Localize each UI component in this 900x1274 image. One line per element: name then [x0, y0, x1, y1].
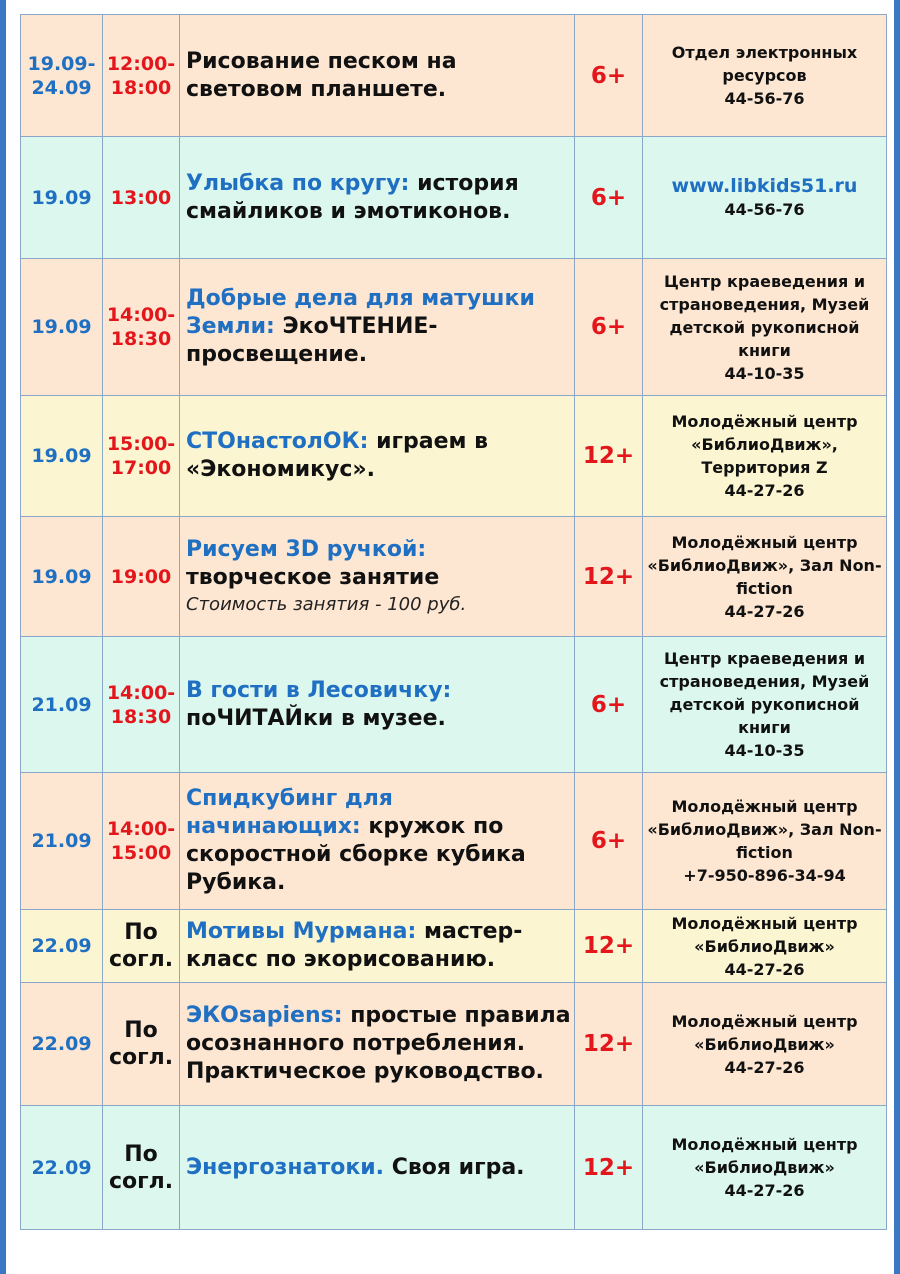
event-row	[21, 15, 887, 137]
event-venue	[643, 910, 887, 983]
event-venue	[643, 396, 887, 517]
event-time: 13:00	[103, 137, 180, 259]
age-rating: 12+	[575, 1106, 643, 1230]
venue-phone: +7-950-896-34-94	[683, 866, 846, 885]
event-title	[180, 137, 575, 259]
event-title	[180, 259, 575, 396]
event-date: 22.09	[21, 910, 103, 983]
schedule-table	[20, 14, 887, 1230]
event-title-highlight: Мотивы Мурмана:	[186, 919, 417, 944]
venue-phone: 44-27-26	[724, 481, 805, 500]
event-date: 19.09	[21, 396, 103, 517]
event-time: По согл.	[103, 1106, 180, 1230]
event-venue	[643, 773, 887, 910]
age-rating: 12+	[575, 396, 643, 517]
event-title	[180, 517, 575, 637]
event-date: 21.09	[21, 773, 103, 910]
event-title-rest: творческое занятие	[186, 564, 440, 590]
event-title-rest: поЧИТАЙки в музее.	[186, 705, 446, 731]
event-time: 14:00-15:00	[103, 773, 180, 910]
venue-name: Центр краеведения и страноведения, Музей детской рукописной книги	[659, 649, 870, 737]
event-date: 19.09	[21, 137, 103, 259]
event-time: 15:00-17:00	[103, 396, 180, 517]
event-title	[180, 637, 575, 773]
event-title-highlight: Добрые дела для матушки Земли:	[186, 286, 535, 339]
event-title-rest: Своя игра.	[391, 1154, 525, 1180]
event-venue	[643, 1106, 887, 1230]
event-row	[21, 773, 887, 910]
event-date: 19.09	[21, 259, 103, 396]
event-time: 12:00-18:00	[103, 15, 180, 137]
event-title-highlight: Спидкубинг для начинающих:	[186, 786, 393, 839]
event-title-rest: играем в «Экономикус».	[186, 429, 489, 482]
age-rating: 6+	[575, 137, 643, 259]
event-title-rest: Рисование песком на световом планшете.	[186, 48, 457, 102]
event-venue	[643, 517, 887, 637]
event-title-rest: кружок по скоростной сборке кубика Рубика.	[186, 814, 526, 895]
age-rating: 12+	[575, 910, 643, 983]
venue-name: Молодёжный центр «БиблиоДвиж»	[671, 1135, 858, 1177]
event-title	[180, 910, 575, 983]
age-rating: 12+	[575, 517, 643, 637]
venue-name: Отдел электронных ресурсов	[671, 43, 858, 85]
event-title-rest: история смайликов и эмотиконов.	[186, 170, 519, 224]
event-time: 14:00-18:30	[103, 259, 180, 396]
event-title-highlight: ЭКОsapiens:	[186, 1003, 343, 1028]
event-row	[21, 137, 887, 259]
age-rating: 6+	[575, 637, 643, 773]
event-title-highlight: Энергознатоки.	[186, 1154, 385, 1180]
venue-name: Молодёжный центр «БиблиоДвиж»	[671, 913, 858, 956]
venue-phone: 44-10-35	[724, 741, 805, 760]
venue-name: Центр краеведения и страноведения, Музей детской рукописной книги	[659, 271, 870, 360]
venue-phone: 44-27-26	[724, 601, 805, 621]
event-title	[180, 1106, 575, 1230]
event-title	[180, 396, 575, 517]
event-time: По согл.	[103, 910, 180, 983]
event-venue	[643, 983, 887, 1106]
website-link[interactable]: www.libkids51.ru	[671, 174, 858, 197]
event-title-rest: ЭкоЧТЕНИЕ-просвещение.	[186, 314, 438, 367]
venue-name: Молодёжный центр «БиблиоДвиж», Территория Z	[671, 412, 858, 477]
event-row	[21, 637, 887, 773]
venue-phone: 44-56-76	[724, 89, 805, 108]
venue-phone: 44-56-76	[724, 199, 805, 219]
venue-name: Молодёжный центр «БиблиоДвиж», Зал Non-fiction	[647, 797, 882, 862]
venue-phone: 44-27-26	[724, 1181, 805, 1200]
event-row	[21, 1106, 887, 1230]
event-venue	[643, 637, 887, 773]
event-title-highlight: СТОнастолОК:	[186, 429, 369, 454]
event-time: 19:00	[103, 517, 180, 637]
event-title	[180, 15, 575, 137]
event-price-note: Стоимость занятия - 100 руб.	[186, 593, 467, 615]
event-row	[21, 910, 887, 983]
age-rating: 6+	[575, 15, 643, 137]
event-date: 21.09	[21, 637, 103, 773]
event-venue	[643, 259, 887, 396]
event-date: 22.09	[21, 983, 103, 1106]
event-time: 14:00-18:30	[103, 637, 180, 773]
venue-name: Молодёжный центр «БиблиоДвиж», Зал Non-fiction	[647, 532, 882, 598]
event-title-rest: простые правила осознанного потребления. Практическое руководство.	[186, 1003, 571, 1084]
event-time: По согл.	[103, 983, 180, 1106]
event-venue	[643, 15, 887, 137]
event-title	[180, 983, 575, 1106]
venue-phone: 44-27-26	[724, 959, 805, 979]
event-row	[21, 517, 887, 637]
event-title-highlight: Рисуем 3D ручкой:	[186, 536, 427, 562]
event-title	[180, 773, 575, 910]
event-date: 19.09-24.09	[21, 15, 103, 137]
age-rating: 12+	[575, 983, 643, 1106]
event-row	[21, 259, 887, 396]
event-title-highlight: В гости в Лесовичку:	[186, 677, 452, 703]
age-rating: 6+	[575, 773, 643, 910]
event-date: 22.09	[21, 1106, 103, 1230]
event-title-rest: мастер-класс по экорисованию.	[186, 919, 523, 972]
event-row	[21, 983, 887, 1106]
event-venue	[643, 137, 887, 259]
venue-name: Молодёжный центр «БиблиоДвиж»	[671, 1011, 858, 1054]
venue-phone: 44-27-26	[724, 1057, 805, 1077]
event-row	[21, 396, 887, 517]
age-rating: 6+	[575, 259, 643, 396]
event-date: 19.09	[21, 517, 103, 637]
event-title-highlight: Улыбка по кругу:	[186, 170, 410, 196]
venue-phone: 44-10-35	[724, 363, 805, 383]
